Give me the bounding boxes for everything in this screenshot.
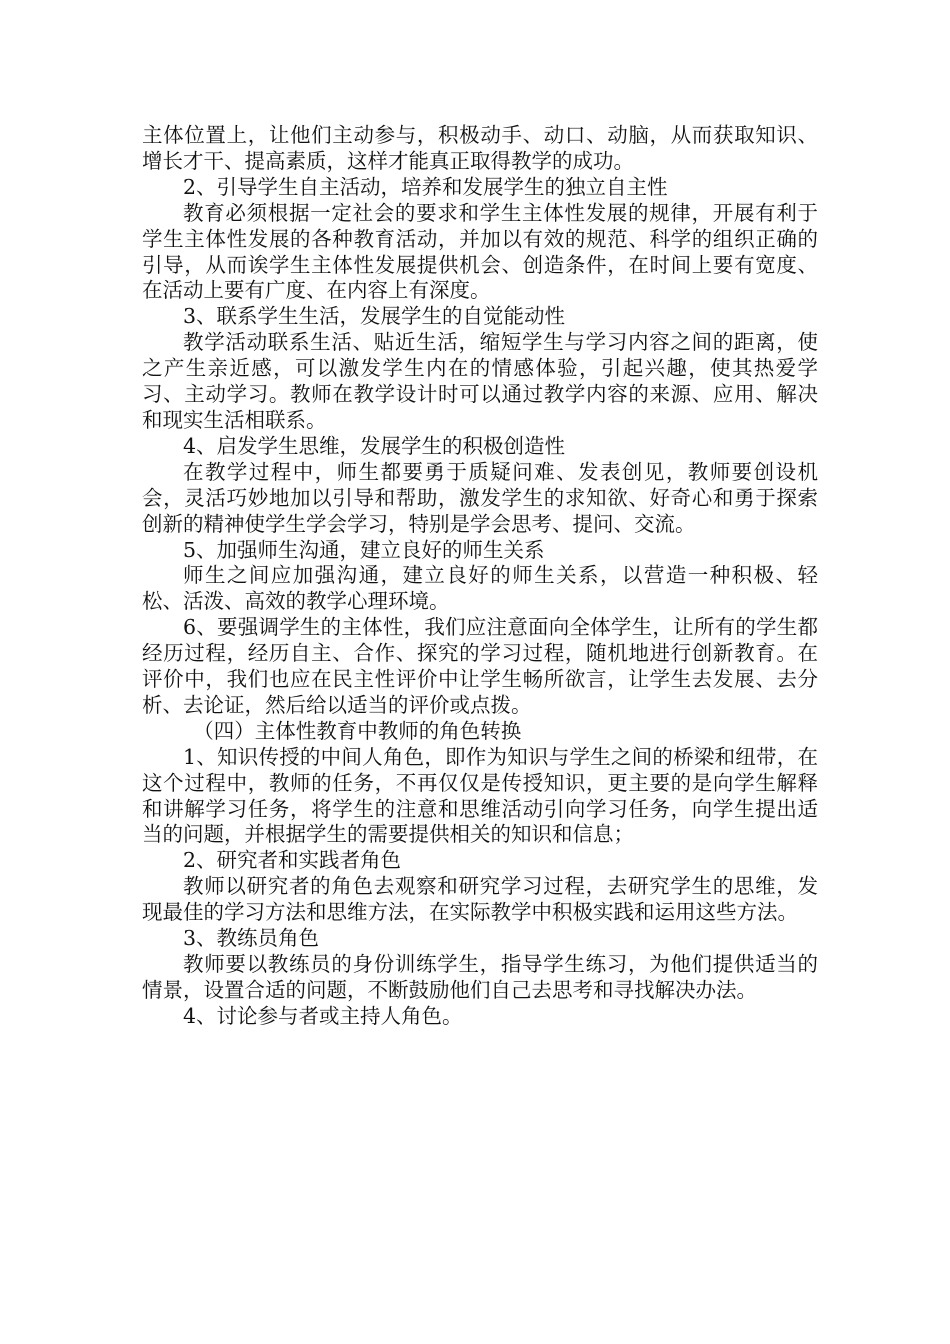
paragraph-role-coach: 教师要以教练员的身份训练学生，指导学生练习，为他们提供适当的情景，设置合适的问题，不断鼓励他们自己去思考和寻找解决办法。 xyxy=(142,952,818,1002)
document-page xyxy=(142,123,818,1030)
subheading-role-coach: 3、教练员角色 xyxy=(183,926,320,951)
subheading-5-communication: 5、加强师生沟通，建立良好的师生关系 xyxy=(183,537,545,562)
paragraph-role-researcher: 教师以研究者的角色去观察和研究学习过程，去研究学生的思维，发现最佳的学习方法和思维方法，在实际教学中积极实践和运用这些方法。 xyxy=(142,874,818,925)
paragraph-continuation: 主体位置上，让他们主动参与，积极动手、动口、动脑，从而获取知识、增长才干、提高素质，这样才能真正取得教学的成功。 xyxy=(142,123,818,173)
paragraph-inspire-thinking: 在教学过程中，师生都要勇于质疑问难、发表创见，教师要创设机会，灵活巧妙地加以引导和帮助，激发学生的求知欲、好奇心和勇于探索创新的精神使学生学会学习，特别是学会思考、提问、交流。 xyxy=(142,459,818,536)
subheading-3-connect-life: 3、联系学生生活，发展学生的自觉能动性 xyxy=(183,304,566,329)
section-heading-teacher-roles: （四）主体性教育中教师的角色转换 xyxy=(193,718,522,743)
subheading-role-discussion-host: 4、讨论参与者或主持人角色。 xyxy=(183,1003,463,1028)
paragraph-communication: 师生之间应加强沟通，建立良好的师生关系，以营造一种积极、轻松、活泼、高效的教学心理环境。 xyxy=(142,563,818,614)
paragraph-connect-life: 教学活动联系生活、贴近生活，缩短学生与学习内容之间的距离，使之产生亲近感，可以激发学生内在的情感体验，引起兴趣，使其热爱学习、主动学习。教师在教学设计时可以通过教学内容的来源、应用、解决和现实生活相联系。 xyxy=(142,330,818,432)
subheading-role-researcher: 2、研究者和实践者角色 xyxy=(183,848,402,873)
subheading-2-student-autonomy: 2、引导学生自主活动，培养和发展学生的独立自主性 xyxy=(183,174,668,199)
paragraph-6-subjectivity: 6、要强调学生的主体性，我们应注意面向全体学生，让所有的学生都经历过程，经历自主、合作、探究的学习过程，随机地进行创新教育。在评价中，我们也应在民主性评价中让学生畅所欲言，让学生去发展、去分析、去论证，然后给以适当的评价或点拨。 xyxy=(142,615,818,717)
paragraph-student-autonomy: 教育必须根据一定社会的要求和学生主体性发展的规律，开展有利于学生主体性发展的各种教育活动，并加以有效的规范、科学的组织正确的引导，从而诶学生主体性发展提供机会、创造条件，在时间上要有宽度、在活动上要有广度、在内容上有深度。 xyxy=(142,200,818,303)
paragraph-role-intermediary: 1、知识传授的中间人角色，即作为知识与学生之间的桥梁和纽带，在这个过程中，教师的任务，不再仅仅是传授知识，更主要的是向学生解释和讲解学习任务，将学生的注意和思维活动引向学习任务，向学生提出适当的问题，并根据学生的需要提供相关的知识和信息； xyxy=(142,744,818,847)
subheading-4-inspire-thinking: 4、启发学生思维，发展学生的积极创造性 xyxy=(183,433,566,458)
